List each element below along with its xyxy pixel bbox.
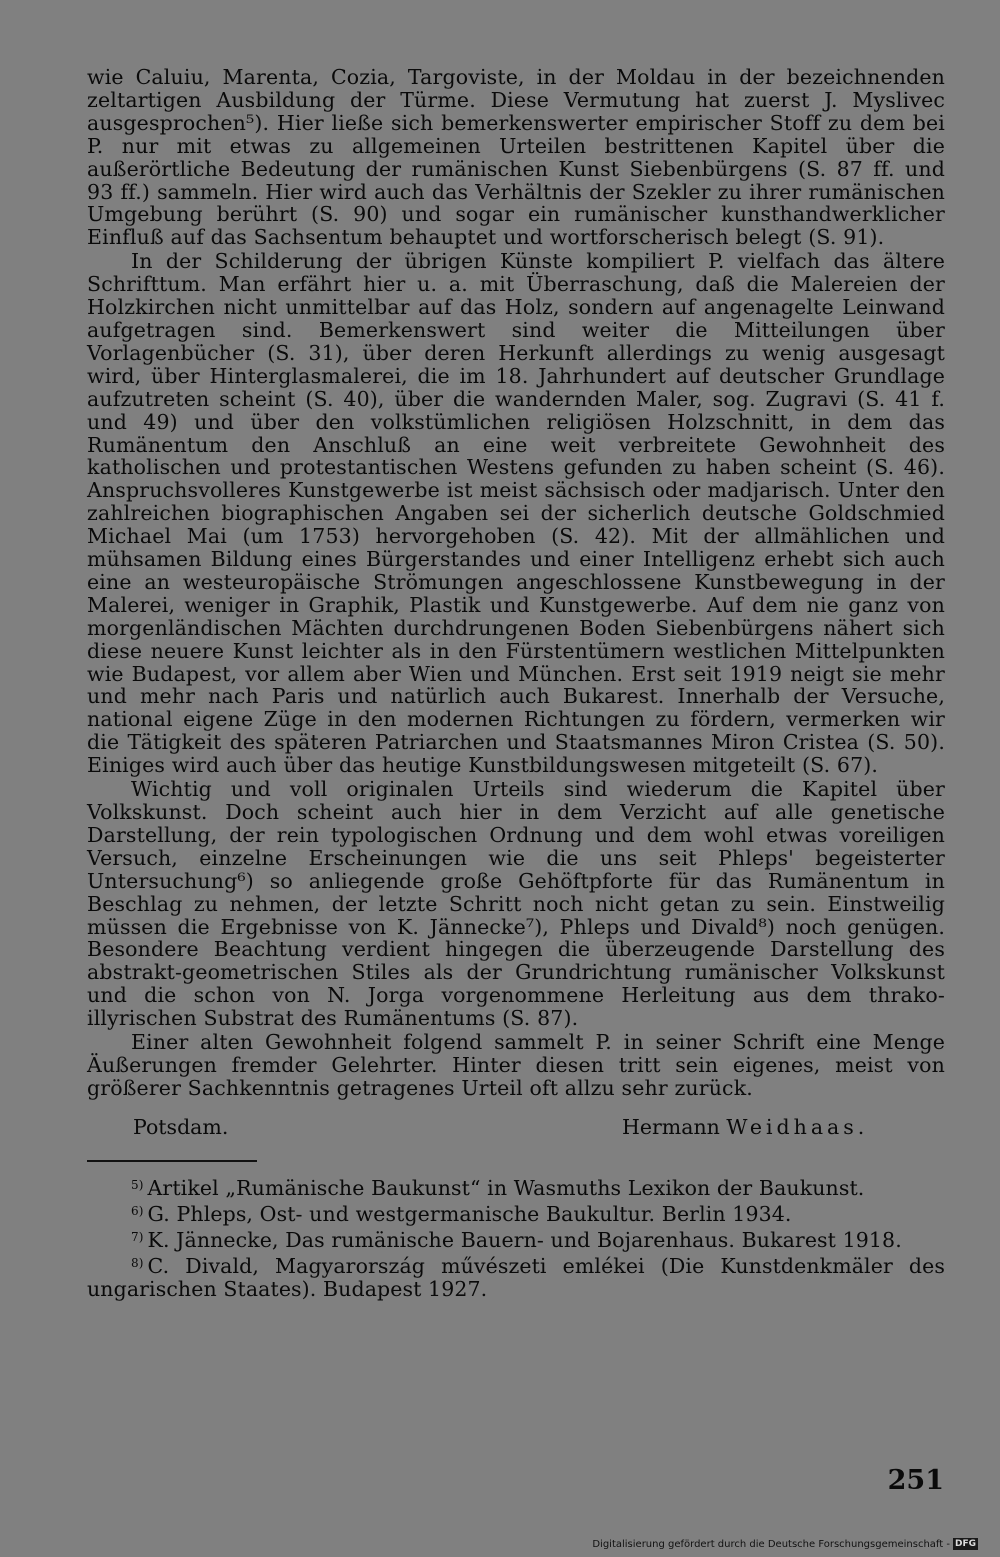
signature-place: Potsdam.	[133, 1114, 229, 1139]
author-last-name: Weidhaas.	[726, 1114, 869, 1139]
signature-author	[622, 1114, 868, 1140]
page-number: 251	[887, 1465, 944, 1496]
footnote-mark: 6)	[131, 1203, 144, 1218]
dfg-logo: DFG	[954, 1539, 976, 1549]
footnote-text: Artikel „Rumänische Baukunst“ in Wasmuths Lexikon der Baukunst.	[147, 1175, 865, 1200]
footnotes	[87, 1174, 945, 1301]
footnote-mark: 5)	[131, 1177, 144, 1192]
footnote-7	[87, 1226, 945, 1252]
footnote-mark: 8)	[131, 1255, 144, 1270]
signature-line	[87, 1114, 945, 1140]
digitization-credit	[592, 1538, 978, 1550]
paragraph-3: Wichtig und voll originalen Urteils sind wiederum die Kapitel über Volkskunst. Doch scheint auch hier in dem Verzicht auf alle genetische Darstellung, der rein typologischen Ordnung und dem wohl etwas voreiligen Versuch, einzelne Erscheinungen wie die uns seit Phleps' begeisterter Untersuchung⁶) so anliegende große Gehöftpforte für das Rumänentum in Beschlag zu nehmen, der letzte Schritt noch nicht getan zu sein. Einstweilig müssen die Ergebnisse von K. Jännecke⁷), Phleps und Divald⁸) noch genügen. Besondere Beachtung verdient hingegen die überzeugende Darstellung des abstrakt-geometrischen Stiles als der Grundrichtung rumänischer Volkskunst und die schon von N. Jorga vorgenommene Herleitung aus dem thrako-illyrischen Substrat des Rumänentums (S. 87).	[87, 777, 945, 1031]
paragraph-2: In der Schilderung der übrigen Künste kompiliert P. vielfach das ältere Schrifttum. Man erfährt hier u. a. mit Überraschung, daß die Malereien der Holzkirchen nicht unmittelbar auf das Holz, sondern auf angenagelte Leinwand aufgetragen sind. Bemerkenswert sind weiter die Mitteilungen über Vorlagenbücher (S. 31), über deren Herkunft allerdings zu wenig ausgesagt wird, über Hinterglasmalerei, die im 18. Jahrhundert auf deutscher Grundlage aufzutreten scheint (S. 40), über die wandernden Maler, sog. Zugravi (S. 41 f. und 49) und über den volkstümlichen religiösen Holzschnitt, in dem das Rumänentum den Anschluß an eine weit verbreitete Gewohnheit des katholischen und protestantischen Westens gefunden zu haben scheint (S. 46). Anspruchsvolleres Kunstgewerbe ist meist sächsisch oder madjarisch. Unter den zahlreichen biographischen Angaben sei der sicherlich deutsche Goldschmied Michael Mai (um 1753) hervorgehoben (S. 42). Mit der allmählichen und mühsamen Bildung eines Bürgerstandes und einer Intelligenz erhebt sich auch eine an westeuropäische Strömungen angeschlossene Kunstbewegung in der Malerei, weniger in Graphik, Plastik und Kunstgewerbe. Auf dem nie ganz von morgenländischen Mächten durchdrungenen Boden Siebenbürgens nähert sich diese neuere Kunst leichter als in den Fürstentümern westlichen Mittelpunkten wie Budapest, vor allem aber Wien und München. Erst seit 1919 neigt sie mehr und mehr nach Paris und natürlich auch Bukarest. Innerhalb der Versuche, national eigene Züge in den modernen Richtungen zu fördern, vermerken wir die Tätigkeit des späteren Patriarchen und Staatsmannes Miron Cristea (S. 50). Einiges wird auch über das heutige Kunstbildungswesen mitgeteilt (S. 67).	[87, 249, 945, 778]
footnote-5	[87, 1174, 945, 1200]
footnote-divider	[87, 1160, 257, 1162]
paragraph-1: wie Caluiu, Marenta, Cozia, Targoviste, in der Moldau in der bezeichnenden zeltartigen Ausbildung der Türme. Diese Vermutung hat zuerst J. Myslivec ausgesprochen⁵). Hier ließe sich bemerkenswerter empirischer Stoff zu dem bei P. nur mit etwas zu allgemeinen Urteilen bestrittenen Kapitel über die außerörtliche Bedeutung der rumänischen Kunst Siebenbürgens (S. 87 ff. und 93 ff.) sammeln. Hier wird auch das Verhältnis der Szekler zu ihrer rumänischen Umgebung berührt (S. 90) und sogar ein rumänischer kunsthandwerklicher Einfluß auf das Sachsentum behauptet und wortforscherisch belegt (S. 91).	[87, 65, 945, 250]
footnote-mark: 7)	[131, 1229, 144, 1244]
page-body	[87, 66, 945, 1301]
paragraph-4: Einer alten Gewohnheit folgend sammelt P. in seiner Schrift eine Menge Äußerungen fremder Gelehrter. Hinter diesen tritt sein eigenes, meist von größerer Sachkenntnis getragenes Urteil oft allzu sehr zurück.	[87, 1030, 945, 1100]
footnote-text: C. Divald, Magyarország művészeti emlékei (Die Kunstdenkmäler des ungarischen Staates). Budapest 1927.	[87, 1253, 945, 1301]
credit-text: Digitalisierung gefördert durch die Deutsche Forschungsgemeinschaft -	[592, 1538, 950, 1550]
footnote-text: K. Jännecke, Das rumänische Bauern- und Bojarenhaus. Bukarest 1918.	[147, 1227, 902, 1252]
footnote-8	[87, 1252, 945, 1301]
footnote-6	[87, 1200, 945, 1226]
author-first-name: Hermann	[622, 1114, 720, 1139]
footnote-text: G. Phleps, Ost- und westgermanische Baukultur. Berlin 1934.	[147, 1201, 792, 1226]
